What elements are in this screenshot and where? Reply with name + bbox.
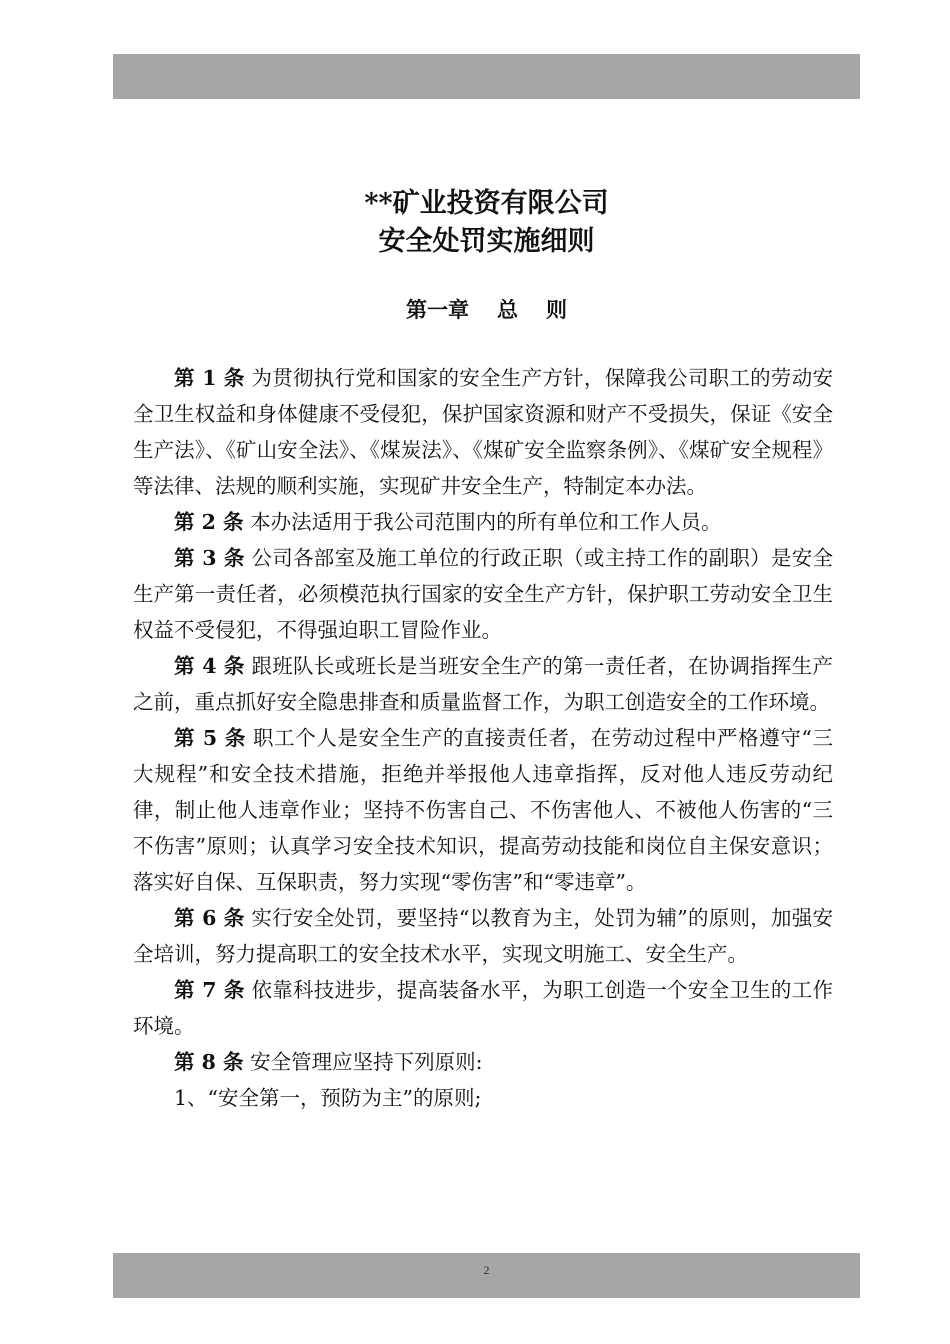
article-label: 第 4 条 xyxy=(174,654,245,678)
article-3 xyxy=(133,540,833,648)
article-text: 职工个人是安全生产的直接责任者，在劳动过程中严格遵守“三大规程”和安全技术措施，拒绝并举报他人违章指挥，反对他人违反劳动纪律，制止他人违章作业；坚持不伤害自己、不伤害他人、不被他人伤害的“三不伤害”原则；认真学习安全技术知识，提高劳动技能和岗位自主保安意识；落实好自保、互保职责，努力实现“零伤害”和“零违章”。 xyxy=(133,726,834,894)
article-text: 公司各部室及施工单位的行政正职（或主持工作的副职）是安全生产第一责任者，必须模范执行国家的安全生产方针，保护职工劳动安全卫生权益不受侵犯，不得强迫职工冒险作业。 xyxy=(133,546,833,642)
header-bar xyxy=(113,54,860,99)
article-4 xyxy=(133,648,833,720)
article-text: 依靠科技进步，提高装备水平，为职工创造一个安全卫生的工作环境。 xyxy=(133,978,833,1038)
article-label: 第 5 条 xyxy=(174,726,246,750)
chapter-title-b: 则 xyxy=(546,297,567,322)
article-label: 第 1 条 xyxy=(174,366,245,390)
article-7 xyxy=(133,972,833,1044)
article-text: 为贯彻执行党和国家的安全生产方针，保障我公司职工的劳动安全卫生权益和身体健康不受侵犯，保护国家资源和财产不受损失，保证《安全生产法》、《矿山安全法》、《煤炭法》、《煤矿安全监察条例》、《煤矿安全规程》等法律、法规的顺利实施，实现矿井安全生产，特制定本办法。 xyxy=(133,366,833,498)
chapter-number: 第一章 xyxy=(406,297,469,322)
article-label: 第 8 条 xyxy=(174,1050,244,1074)
article-label: 第 2 条 xyxy=(174,510,244,534)
article-label: 第 3 条 xyxy=(174,546,245,570)
article-label: 第 6 条 xyxy=(174,906,245,930)
article-text: 跟班队长或班长是当班安全生产的第一责任者，在协调指挥生产之前，重点抓好安全隐患排查和质量监督工作，为职工创造安全的工作环境。 xyxy=(133,654,833,714)
article-5 xyxy=(133,720,833,900)
article-6 xyxy=(133,900,833,972)
article-2 xyxy=(133,504,833,540)
article-label: 第 7 条 xyxy=(174,978,245,1002)
chapter-title-a: 总 xyxy=(497,297,518,322)
list-item-1: 1、“安全第一，预防为主”的原则; xyxy=(174,1086,482,1110)
article-8 xyxy=(133,1044,833,1080)
article-text: 实行安全处罚，要坚持“以教育为主，处罚为辅”的原则，加强安全培训，努力提高职工的安全技术水平，实现文明施工、安全生产。 xyxy=(133,906,833,966)
document-title-rules: 安全处罚实施细则 xyxy=(378,226,595,257)
chapter-heading xyxy=(113,294,860,326)
document-body xyxy=(133,360,833,1116)
article-text: 本办法适用于我公司范围内的所有单位和工作人员。 xyxy=(243,510,722,534)
article-text: 安全管理应坚持下列原则: xyxy=(243,1050,483,1074)
footer-bar xyxy=(113,1253,860,1298)
document-title-company: **矿业投资有限公司 xyxy=(364,188,609,219)
page-number: 2 xyxy=(483,1263,490,1277)
article-1 xyxy=(133,360,833,504)
